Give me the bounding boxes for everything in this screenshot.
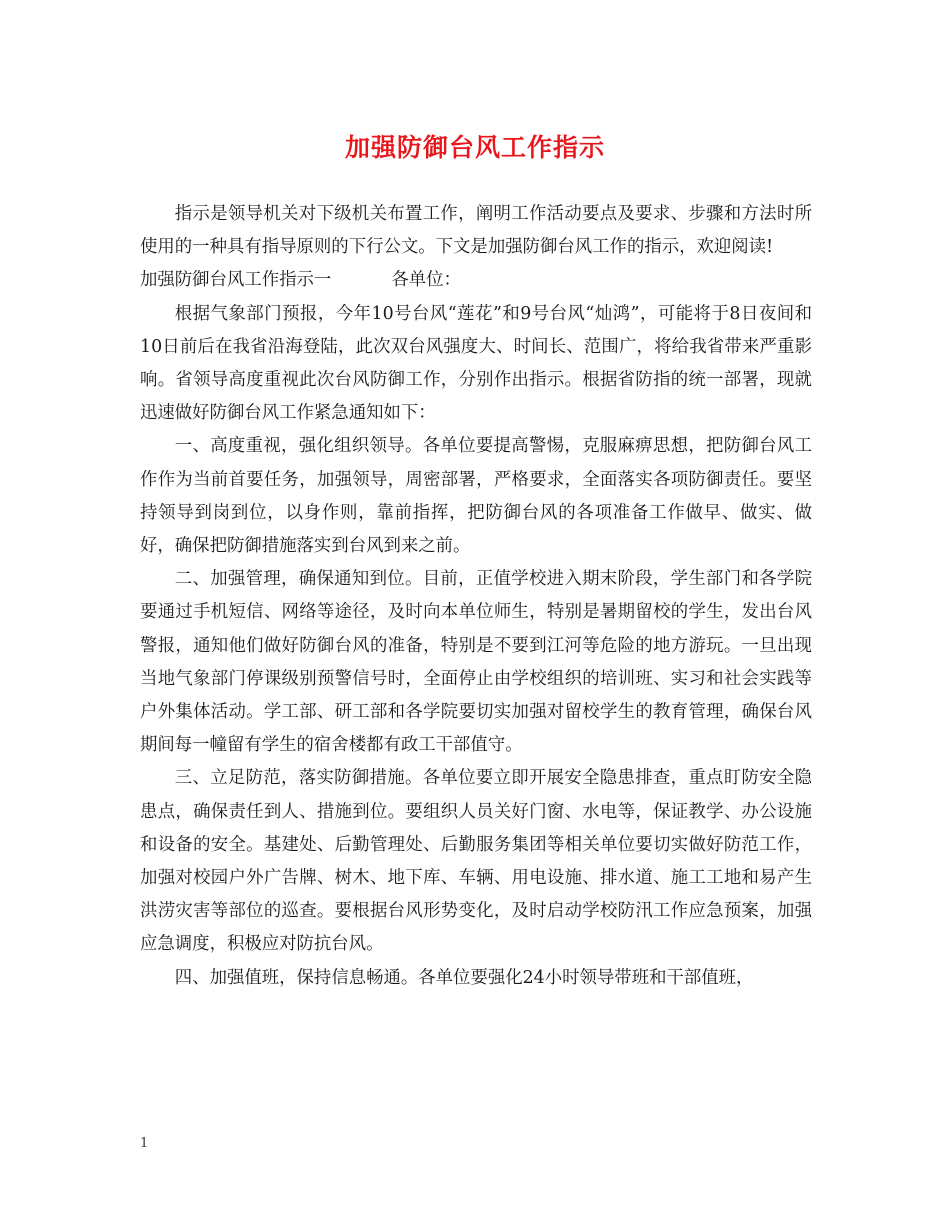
document-title: 加强防御台风工作指示 bbox=[344, 133, 605, 162]
body-paragraph: 根据气象部门预报，今年10号台风“莲花”和9号台风“灿鸿”，可能将于8日夜间和10日前后在我省沿海登陆，此次双台风强度大、时间长、范围广，将给我省带来严重影响。省领导高度重视此次台风防御工作，分别作出指示。根据省防指的统一部署，现就迅速做好防御台风工作紧急通知如下： bbox=[140, 303, 812, 424]
section-heading: 加强防御台风工作指示一 bbox=[140, 270, 332, 291]
body-paragraph: 四、加强值班，保持信息畅通。各单位要强化24小时领导带班和干部值班， bbox=[174, 967, 754, 988]
document-body bbox=[140, 198, 812, 995]
salutation: 各单位： bbox=[391, 270, 461, 291]
page-number: 1 bbox=[140, 1136, 149, 1151]
section-heading-line bbox=[140, 264, 812, 297]
body-paragraph: 一、高度重视，强化组织领导。各单位要提高警惕，克服麻痹思想，把防御台风工作作为当前首要任务，加强领导，周密部署，严格要求，全面落实各项防御责任。要坚持领导到岗到位，以身作则，靠前指挥，把防御台风的各项准备工作做早、做实、做好，确保把防御措施落实到台风到来之前。 bbox=[140, 436, 812, 557]
body-paragraph: 二、加强管理，确保通知到位。目前，正值学校进入期末阶段，学生部门和各学院要通过手机短信、网络等途径，及时向本单位师生，特别是暑期留校的学生，发出台风警报，通知他们做好防御台风的准备，特别是不要到江河等危险的地方游玩。一旦出现当地气象部门停课级别预警信号时，全面停止由学校组织的培训班、实习和社会实践等户外集体活动。学工部、研工部和各学院要切实加强对留校学生的教育管理，确保台风期间每一幢留有学生的宿舍楼都有政工干部值守。 bbox=[140, 569, 812, 756]
intro-paragraph: 指示是领导机关对下级机关布置工作，阐明工作活动要点及要求、步骤和方法时所使用的一种具有指导原则的下行公文。下文是加强防御台风工作的指示，欢迎阅读! bbox=[140, 204, 812, 258]
body-paragraph: 三、立足防范，落实防御措施。各单位要立即开展安全隐患排查，重点盯防安全隐患点，确保责任到人、措施到位。要组织人员关好门窗、水电等，保证教学、办公设施和设备的安全。基建处、后勤管理处、后勤服务集团等相关单位要切实做好防范工作，加强对校园户外广告牌、树木、地下库、车辆、用电设施、排水道、施工工地和易产生洪涝灾害等部位的巡查。要根据台风形势变化，及时启动学校防汛工作应急预案，加强应急调度，积极应对防抗台风。 bbox=[140, 768, 812, 955]
